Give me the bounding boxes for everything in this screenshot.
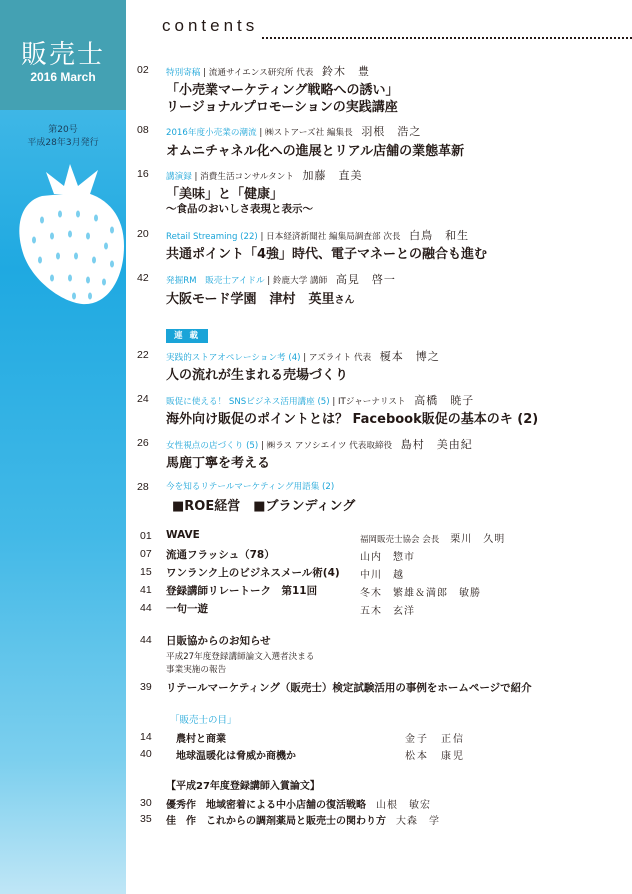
rensai-author: 高橋 暁子 xyxy=(414,394,475,407)
column-title[interactable]: WAVE xyxy=(166,529,200,541)
page-number: 28 xyxy=(137,481,149,493)
hanbaishi-me-heading: 「販売士の目」 xyxy=(170,715,237,726)
column-title[interactable]: 登録講師リレートーク 第11回 xyxy=(166,585,318,597)
paper-title: 優秀作 地域密着による中小店舗の復活戦略 xyxy=(166,800,366,811)
notice-line: 平成27年度登録講師論文入選者決まる xyxy=(166,652,315,662)
page-number: 42 xyxy=(137,272,149,284)
papers-heading: 【平成27年度登録講師入賞論文】 xyxy=(166,781,320,792)
column-author: 中川 越 xyxy=(360,570,404,581)
rensai-meta: 女性視点の店づくり (5) | ㈱ラス アソシエイツ 代表取締役 島村 美由紀 xyxy=(166,438,473,451)
contents-title: contents xyxy=(162,16,259,35)
article-meta: 特別寄稿 | 流通サイエンス研究所 代表 鈴木 豊 xyxy=(166,65,371,78)
article-affiliation: 流通サイエンス研究所 代表 xyxy=(208,68,314,78)
honorific: さん xyxy=(334,295,355,306)
page-number: 01 xyxy=(140,530,152,542)
rensai-headline[interactable]: ■ROE経営 ■ブランディング xyxy=(172,499,356,514)
notice-title[interactable]: 日販協からのお知らせ xyxy=(166,635,271,647)
rensai-headline[interactable]: 馬鹿丁寧を考える xyxy=(166,456,271,471)
rensai-affiliation: ITジャーナリスト xyxy=(337,397,406,407)
page-number: 35 xyxy=(140,813,152,825)
column-author: 金子 正信 xyxy=(405,734,465,745)
article-headline[interactable]: 「美味」と「健康」 xyxy=(166,187,284,202)
page-number: 16 xyxy=(137,168,149,180)
rensai-category: 実践的ストアオペレーション考 (4) xyxy=(166,353,301,363)
page-number: 22 xyxy=(137,349,149,361)
paper-author: 山根 敏宏 xyxy=(376,800,431,811)
page-number: 39 xyxy=(140,681,152,693)
rensai-affiliation: ㈱ラス アソシエイツ 代表取締役 xyxy=(266,441,393,451)
page-number: 41 xyxy=(140,584,152,596)
rensai-badge: 連 載 xyxy=(166,329,208,343)
article-headline[interactable]: 「小売業マーケティング戦略への誘い」 xyxy=(166,83,399,98)
page-number: 20 xyxy=(137,228,149,240)
column-author: 山内 惣市 xyxy=(360,552,415,563)
paper-title: 佳 作 これからの調剤薬局と販売士の関わり方 xyxy=(166,816,386,827)
article-category: Retail Streaming (22) xyxy=(166,232,258,242)
article-meta: 発掘RM 販売士アイドル | 鈴鹿大学 講師 高見 啓一 xyxy=(166,273,396,286)
column-title[interactable]: 農村と商業 xyxy=(176,734,226,745)
page-number: 15 xyxy=(140,566,152,578)
page-number: 08 xyxy=(137,124,149,136)
rensai-meta: 販促に使える！ SNSビジネス活用講座 (5) | ITジャーナリスト 高橋 暁子 xyxy=(166,394,475,407)
column-title[interactable]: 地球温暖化は脅威か商機か xyxy=(176,751,296,762)
article-category: 2016年度小売業の潮流 xyxy=(166,128,257,138)
column-author: 冬木 繁雄＆満郎 敏勝 xyxy=(360,588,481,599)
article-author: 鈴木 豊 xyxy=(322,65,371,78)
column-author: 松本 康児 xyxy=(405,751,465,762)
magazine-title: 販売士 xyxy=(20,40,105,70)
article-category: 特別寄稿 xyxy=(166,68,201,78)
rensai-headline[interactable]: 人の流れが生まれる売場づくり xyxy=(166,368,349,383)
paper-row[interactable] xyxy=(166,812,440,827)
page-number: 14 xyxy=(140,731,152,743)
rensai-author: 島村 美由紀 xyxy=(400,438,473,451)
issue-date: 2016 March xyxy=(30,70,96,84)
article-affiliation: 消費生活コンサルタント xyxy=(200,172,294,182)
rensai-author: 榎本 博之 xyxy=(379,350,440,363)
issue-published: 平成28年3月発行 xyxy=(27,138,99,148)
article-meta: Retail Streaming (22) | 日本経済新聞社 編集局調査部 次長 白鳥 和生 xyxy=(166,229,470,242)
page-number: 40 xyxy=(140,748,152,760)
notice-line: 事業実施の報告 xyxy=(166,665,227,675)
rensai-category: 女性視点の店づくり (5) xyxy=(166,441,259,451)
strawberry-icon xyxy=(12,158,124,308)
column-author xyxy=(360,530,505,545)
paper-row[interactable] xyxy=(166,796,431,811)
column-title[interactable]: 一句一遊 xyxy=(166,603,208,615)
article-subline: ～食品のおいしさ表現と表示～ xyxy=(166,203,313,215)
rensai-meta xyxy=(166,480,334,492)
rensai-meta: 実践的ストアオペレーション考 (4) | アズライト 代表 榎本 博之 xyxy=(166,350,440,363)
article-author: 白鳥 和生 xyxy=(409,229,470,242)
page-number: 07 xyxy=(140,548,152,560)
article-category: 発掘RM 販売士アイドル xyxy=(166,276,265,286)
article-headline[interactable] xyxy=(166,288,354,307)
retail-title[interactable]: リテールマーケティング（販売士）検定試験活用の事例をホームページで紹介 xyxy=(166,682,532,694)
page-number: 02 xyxy=(137,64,149,76)
column-title[interactable]: ワンランク上のビジネスメール術(4) xyxy=(166,567,340,579)
column-author-name: 栗川 久明 xyxy=(450,534,506,545)
page-number: 44 xyxy=(140,634,152,646)
rensai-affiliation: アズライト 代表 xyxy=(308,353,372,363)
article-headline-2[interactable]: リージョナルプロモーションの実践講座 xyxy=(166,100,398,115)
article-meta: 2016年度小売業の潮流 | ㈱ストアーズ社 編集長 羽根 浩之 xyxy=(166,125,422,138)
article-headline[interactable]: 共通ポイント「4強」時代、電子マネーとの融合も進む xyxy=(166,247,488,262)
column-title[interactable]: 流通フラッシュ（78） xyxy=(166,549,275,561)
article-affiliation: 日本経済新聞社 編集局調査部 次長 xyxy=(266,232,401,242)
column-role: 福岡販売士協会 会長 xyxy=(360,535,440,545)
rensai-category: 今を知るリテールマーケティング用語集 (2) xyxy=(166,482,335,492)
sidebar xyxy=(0,0,126,894)
article-headline[interactable]: オムニチャネル化への進展とリアル店舗の業態革新 xyxy=(166,144,465,159)
idol-name: 大阪モード学園 津村 英里 xyxy=(166,292,335,307)
article-author: 羽根 浩之 xyxy=(361,125,422,138)
issue-number: 第20号 xyxy=(48,125,78,135)
article-affiliation: 鈴鹿大学 講師 xyxy=(272,276,328,286)
article-author: 加藤 直美 xyxy=(302,169,363,182)
rensai-headline[interactable]: 海外向け販促のポイントとは？ Facebook販促の基本のキ (2) xyxy=(166,412,539,427)
header-rule xyxy=(262,37,632,39)
page-number: 26 xyxy=(137,437,149,449)
article-affiliation: ㈱ストアーズ社 編集長 xyxy=(264,128,353,138)
page-number: 44 xyxy=(140,602,152,614)
article-category: 講演録 xyxy=(166,172,192,182)
page-number: 30 xyxy=(140,797,152,809)
issue-info xyxy=(0,124,126,150)
article-author: 高見 啓一 xyxy=(335,273,396,286)
column-author: 五木 玄洋 xyxy=(360,606,415,617)
paper-author: 大森 学 xyxy=(396,816,440,827)
article-meta: 講演録 | 消費生活コンサルタント 加藤 直美 xyxy=(166,169,363,182)
rensai-category: 販促に使える！ SNSビジネス活用講座 (5) xyxy=(166,397,330,407)
page-number: 24 xyxy=(137,393,149,405)
